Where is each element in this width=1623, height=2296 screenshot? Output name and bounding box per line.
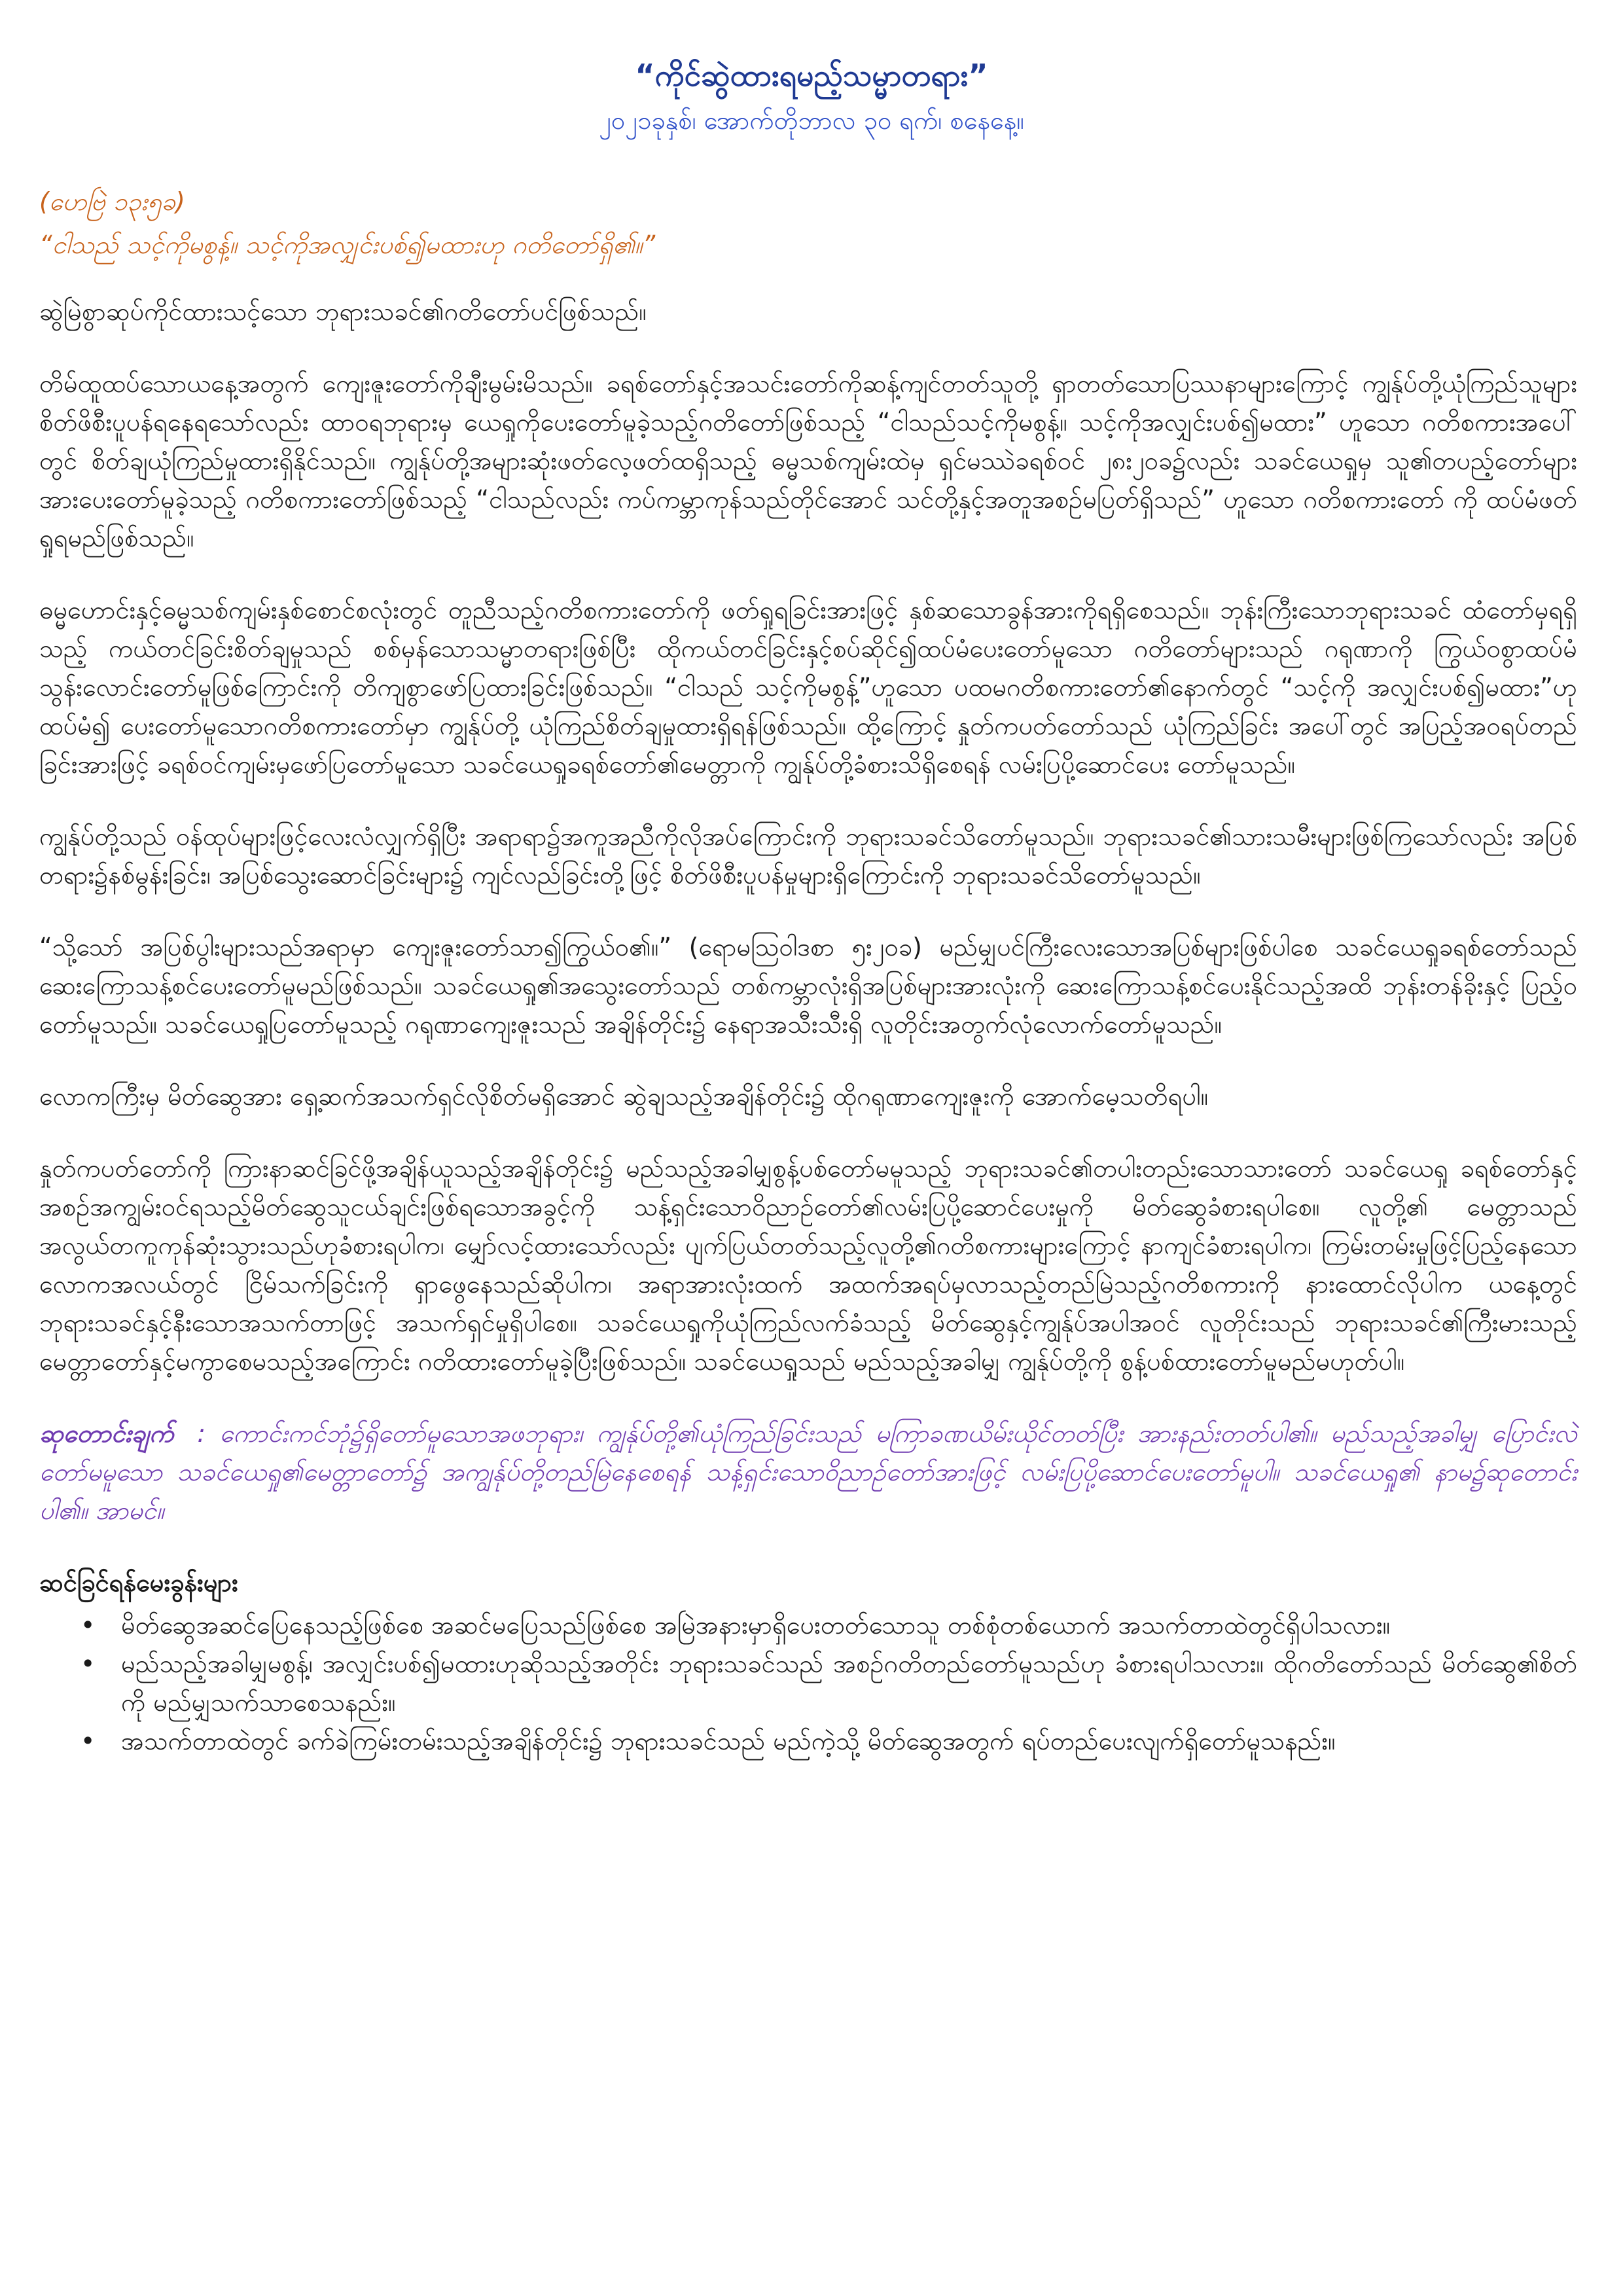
prayer-block <box>39 1414 1577 1530</box>
prayer-label: ဆုတောင်းချက် <box>39 1419 174 1448</box>
question-item <box>80 1722 1577 1761</box>
bullet-icon: • <box>80 1649 96 1678</box>
verse-reference: (ဟေဗြဲ ၁၃း၅ခ) <box>39 187 185 216</box>
paragraph: ကျွန်ုပ်တို့သည် ဝန်ထုပ်များဖြင့်လေးလံလျှက်ရှိပြီး အရာရာ၌အကူအညီကိုလိုအပ်ကြောင်းကို ဘုရားသခင်သိတော်မူသည်။ ဘုရားသခင်၏သားသမီးများဖြစ်ကြသော်လည်း အပြစ်တရား၌နစ်မွန်းခြင်း၊ အပြစ်သွေးဆောင်ခြင်းများ၌ ကျင်လည်ခြင်းတို့ဖြင့် စိတ်ဖိစီးပူပန်မှုများရှိကြောင်းကို ဘုရားသခင်သိတော်မူသည်။ <box>39 822 1577 889</box>
devotional-body <box>39 293 1577 1761</box>
paragraph: ဆွဲမြဲစွာဆုပ်ကိုင်ထားသင့်သော ဘုရားသခင်၏ဂတိတော်ပင်ဖြစ်သည်။ <box>39 297 647 326</box>
verse-text: “ငါသည် သင့်ကိုမစွန့်။ သင့်ကိုအလျှင်းပစ်၍မထားဟု ဂတိတော်ရှိ၏။” <box>39 230 656 259</box>
questions-list <box>39 1606 1577 1761</box>
paragraph: လောကကြီးမှ မိတ်ဆွေအား ရှေ့ဆက်အသက်ရှင်လိုစိတ်မရှိအောင် ဆွဲချသည့်အချိန်တိုင်း၌ ထိုဂရုဏာကျေးဇူးကို အောက်မေ့သတိရပါ။ <box>39 1082 1209 1111</box>
question-item <box>80 1606 1577 1645</box>
paragraph: ဓမ္မဟောင်းနှင့်ဓမ္မသစ်ကျမ်းနှစ်စောင်စလုံးတွင် တူညီသည့်ဂတိစကားတော်ကို ဖတ်ရှုရခြင်းအားဖြင့် နှစ်ဆသောခွန်အားကိုရရှိစေသည်။ ဘုန်းကြီးသောဘုရားသခင် ထံတော်မှရရှိသည့် ကယ်တင်ခြင်းစိတ်ချမှုသည် စစ်မှန်သောသမ္မာတရားဖြစ်ပြီး ထိုကယ်တင်ခြင်းနှင့်စပ်ဆိုင်၍ထပ်မံပေးတော်မူသော ဂတိတော်များသည် ဂရုဏာကို ကြွယ်ဝစွာထပ်မံသွန်းလောင်းတော်မူဖြစ်ကြောင်းကို တိကျစွာဖော်ပြထားခြင်းဖြစ်သည်။ “ငါသည် သင့်ကိုမစွန့်”ဟူသော ပထမဂတိစကားတော်၏နောက်တွင် “သင့်ကို အလျှင်းပစ်၍မထား”ဟုထပ်မံ၍ ပေးတော်မူသောဂတိစကားတော်မှာ ကျွန်ုပ်တို့ ယုံကြည်စိတ်ချမှုထားရှိရန်ဖြစ်သည်။ ထို့ကြောင့် နှုတ်ကပတ်တော်သည် ယုံကြည်ခြင်း အပေါ်တွင် အပြည့်အဝရပ်တည်ခြင်းအားဖြင့် ခရစ်ဝင်ကျမ်းမှဖော်ပြတော်မူသော သခင်ယေရှုခရစ်တော်၏မေတ္တာကို ကျွန်ုပ်တို့ခံစားသိရှိစေရန် လမ်းပြပို့ဆောင်ပေး တော်မူသည်။ <box>39 596 1577 779</box>
prayer-text: : ကောင်းကင်ဘုံ၌ရှိတော်မူသောအဖဘုရား၊ ကျွန်ုပ်တို့၏ယုံကြည်ခြင်းသည် မကြာခဏယိမ်းယိုင်တတ်ပြီး အားနည်းတတ်ပါ၏။ မည်သည့်အခါမျှ ပြောင်းလဲတော်မမူသော သခင်ယေရှု၏မေတ္တာတော်၌ အကျွန်ုပ်တို့တည်မြဲနေစေရန် သန့်ရှင်းသောဝိညာဉ်တော်အားဖြင့် လမ်းပြပို့ဆောင်ပေးတော်မူပါ။ သခင်ယေရှု၏ နာမ၌ဆုတောင်းပါ၏။ အာမင်။ <box>39 1419 1577 1525</box>
question-text: အသက်တာထဲတွင် ခက်ခဲကြမ်းတမ်းသည့်အချိန်တိုင်း၌ ဘုရားသခင်သည် မည်ကဲ့သို့ မိတ်ဆွေအတွက် ရပ်တည်ပေးလျက်ရှိတော်မူသနည်း။ <box>121 1727 1336 1755</box>
question-text: မည်သည့်အခါမျှမစွန့်၊ အလျှင်းပစ်၍မထားဟုဆိုသည့်အတိုင်း ဘုရားသခင်သည် အစဉ်ဂတိတည်တော်မူသည်ဟု ခံစားရပါသလား။ ထိုဂတိတော်သည် မိတ်ဆွေ၏စိတ်ကို မည်မျှသက်သာစေသနည်း။ <box>121 1649 1577 1717</box>
bullet-icon: • <box>80 1727 96 1755</box>
questions-heading: ဆင်ခြင်ရန်မေးခွန်းများ <box>39 1568 238 1597</box>
question-text: မိတ်ဆွေအဆင်ပြေနေသည့်ဖြစ်စေ အဆင်မပြေသည်ဖြစ်စေ အမြဲအနားမှာရှိပေးတတ်သောသူ တစ်စုံတစ်ယောက် အသက်တာထဲတွင်ရှိပါသလား။ <box>121 1611 1391 1640</box>
key-verse <box>39 180 1577 266</box>
bullet-icon: • <box>80 1611 96 1640</box>
date-line: ၂၀၂၁ခုနှစ်၊ အောက်တိုဘာလ ၃၀ ရက်၊ စနေနေ့။ <box>599 106 1024 135</box>
page-title: “ကိုင်ဆွဲထားရမည့်သမ္မာတရား” <box>635 58 988 93</box>
paragraph: တိမ်ထူထပ်သောယနေ့အတွက် ကျေးဇူးတော်ကိုချီးမွမ်းမိသည်။ ခရစ်တော်နှင့်အသင်းတော်ကိုဆန့်ကျင်တတ်သူတို့ ရှာတတ်သောပြဿနာများကြောင့် ကျွန်ုပ်တို့ယုံကြည်သူများ စိတ်ဖိစီးပူပန်ရနေရသော်လည်း ထာဝရဘုရားမှ ယေရှုကိုပေးတော်မူခဲ့သည့်ဂတိတော်ဖြစ်သည့် “ငါသည်သင့်ကိုမစွန့်။ သင့်ကိုအလျှင်းပစ်၍မထား” ဟူသော ဂတိစကားအပေါ်တွင် စိတ်ချယုံကြည်မှုထားရှိနိုင်သည်။ ကျွန်ုပ်တို့အများဆုံးဖတ်လေ့ဖတ်ထရှိသည့် ဓမ္မသစ်ကျမ်းထဲမှ ရှင်မဿဲခရစ်ဝင် ၂၈း၂၀ခ၌လည်း သခင်ယေရှုမှ သူ၏တပည့်တော်များအားပေးတော်မူခဲ့သည့် ဂတိစကားတော်ဖြစ်သည့် “ငါသည်လည်း ကပ်ကမ္ဘာကုန်သည်တိုင်အောင် သင်တို့နှင့်အတူအစဉ်မပြတ်ရှိသည်” ဟူသော ဂတိစကားတော် ကို ထပ်မံဖတ်ရှုရမည်ဖြစ်သည်။ <box>39 369 1577 552</box>
paragraph: နှုတ်ကပတ်တော်ကို ကြားနာဆင်ခြင်ဖို့အချိန်ယူသည့်အချိန်တိုင်း၌ မည်သည့်အခါမျှစွန့်ပစ်တော်မမူသည့် ဘုရားသခင်၏တပါးတည်းသောသားတော် သခင်ယေရှု ခရစ်တော်နှင့် အစဉ်အကျွမ်းဝင်ရသည့်မိတ်ဆွေသူငယ်ချင်းဖြစ်ရသောအခွင့်ကို သန့်ရှင်းသောဝိညာဉ်တော်၏လမ်းပြပို့ဆောင်ပေးမှုကို မိတ်ဆွေခံစားရပါစေ။ လူတို့၏ မေတ္တာသည် အလွယ်တကူကုန်ဆုံးသွားသည်ဟုခံစားရပါက၊ မျှော်လင့်ထားသော်လည်း ပျက်ပြယ်တတ်သည့်လူတို့၏ဂတိစကားများကြောင့် နာကျင်ခံစားရပါက၊ ကြမ်းတမ်းမှုဖြင့်ပြည့်နေသောလောကအလယ်တွင် ငြိမ်သက်ခြင်းကို ရှာဖွေနေသည်ဆိုပါက၊ အရာအားလုံးထက် အထက်အရပ်မှလာသည့်တည်မြဲသည့်ဂတိစကားကို နားထောင်လိုပါက ယနေ့တွင် ဘုရားသခင်နှင့်နီးသောအသက်တာဖြင့် အသက်ရှင်မှုရှိပါစေ။ သခင်ယေရှုကိုယုံကြည်လက်ခံသည့် မိတ်ဆွေနှင့်ကျွန်ုပ်အပါအဝင် လူတိုင်းသည် ဘုရားသခင်၏ကြီးမားသည့်မေတ္တာတော်နှင့်မကွာစေမသည့်အကြောင်း ဂတိထားတော်မူခဲ့ပြီးဖြစ်သည်။ သခင်ယေရှုသည် မည်သည့်အခါမျှ ကျွန်ုပ်တို့ကို စွန့်ပစ်ထားတော်မူမည်မဟုတ်ပါ။ <box>39 1154 1577 1376</box>
question-item <box>80 1645 1577 1722</box>
paragraph: “သို့သော် အပြစ်ပွါးများသည်အရာမှာ ကျေးဇူးတော်သာ၍ကြွယ်ဝ၏။” (ရောမဩဝါဒစာ ၅း၂၀ခ) မည်မျှပင်ကြီးလေးသောအပြစ်များဖြစ်ပါစေ သခင်ယေရှုခရစ်တော်သည် ဆေးကြောသန့်စင်ပေးတော်မူမည်ဖြစ်သည်။ သခင်ယေရှု၏အသွေးတော်သည် တစ်ကမ္ဘာလုံးရှိအပြစ်များအားလုံးကို ဆေးကြောသန့်စင်ပေးနိုင်သည့်အထိ ဘုန်းတန်ခိုးနှင့် ပြည့်ဝတော်မူသည်။ သခင်ယေရှုပြတော်မူသည့် ဂရုဏာကျေးဇူးသည် အချိန်တိုင်း၌ နေရာအသီးသီးရှိ လူတိုင်းအတွက်လုံလောက်တော်မူသည်။ <box>39 933 1577 1039</box>
